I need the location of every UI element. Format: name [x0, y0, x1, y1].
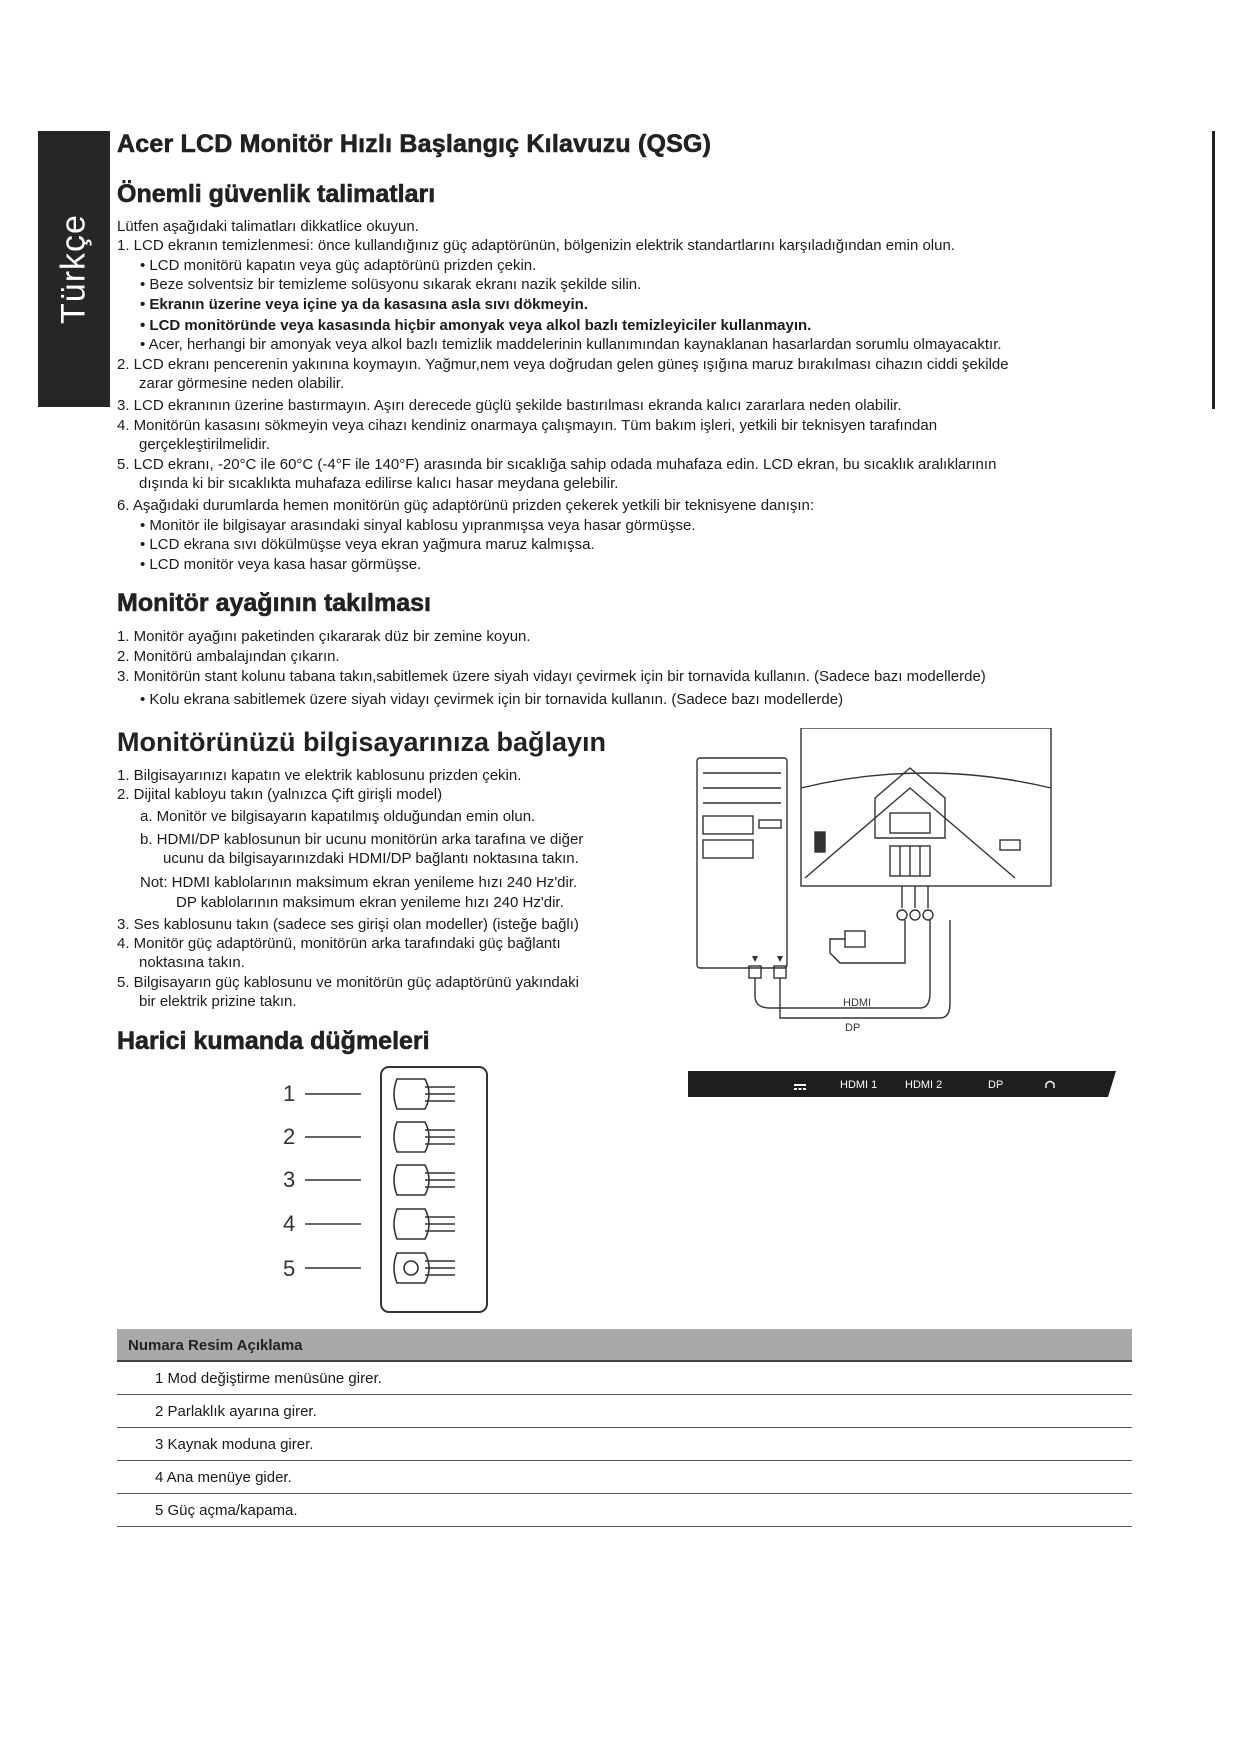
- controls-heading: Harici kumanda düğmeleri: [117, 1027, 430, 1055]
- right-margin-rule: [1212, 131, 1215, 409]
- safety-item-2: 2. LCD ekranı pencerenin yakınına koymayın. Yağmur,nem veya doğrudan gelen güneş ışığına maruz bırakılması cihazın ciddi şekilde: [117, 356, 1009, 373]
- safety-item-1: 1. LCD ekranın temizlenmesi: önce kullandığınız güç adaptörünün, bölgenizin elektrik standartlarını karşıladığından emin olun.: [117, 237, 955, 254]
- language-tab: [38, 131, 110, 407]
- monitor-rear-icon: [801, 728, 1051, 886]
- table-row: 5 Güç açma/kapama.: [117, 1494, 1132, 1527]
- pc-tower-icon: [697, 758, 787, 968]
- stand-heading: Monitör ayağının takılması: [117, 589, 431, 617]
- safety-item-3: 3. LCD ekranının üzerine bastırmayın. Aşırı derecede güçlü şekilde bastırılması ekranda kalıcı zararlara neden olabilir.: [117, 397, 902, 414]
- connect-step-1: 1. Bilgisayarınızı kapatın ve elektrik kablosunu prizden çekin.: [117, 767, 522, 784]
- connect-step-2a: a. Monitör ve bilgisayarın kapatılmış olduğundan emin olun.: [140, 808, 536, 825]
- safety-item-4-cont: gerçekleştirilmelidir.: [139, 436, 270, 453]
- connect-step-5: 5. Bilgisayarın güç kablosunu ve monitörün güç adaptörünü yakındaki: [117, 974, 579, 991]
- connect-step-2b: b. HDMI/DP kablosunun bir ucunu monitörün arka tarafına ve diğer: [140, 831, 584, 848]
- connection-diagram: [695, 728, 1055, 1050]
- safety-item-1-bullet: • Acer, herhangi bir amonyak veya alkol bazlı temizlik maddelerinin kullanımından kaynaklanan hasarlardan sorumlu olmayacaktır.: [140, 336, 1002, 353]
- stand-step-1: 1. Monitör ayağını paketinden çıkararak düz bir zemine koyun.: [117, 628, 531, 645]
- language-tab-label: Türkçe: [54, 214, 93, 324]
- safety-item-5-cont: dışında ki bir sıcaklıkta muhafaza edilirse kalıcı hasar meydana gelebilir.: [139, 475, 619, 492]
- safety-item-1-bullet: • Beze solventsiz bir temizleme solüsyonu sıkarak ekranı nazik şekilde silin.: [140, 276, 642, 293]
- diagram-hdmi-label: HDMI: [843, 997, 872, 1009]
- connect-step-2: 2. Dijital kabloyu takın (yalnızca Çift girişli model): [117, 786, 443, 803]
- safety-intro: Lütfen aşağıdaki talimatları dikkatlice okuyun.: [117, 218, 419, 235]
- control-button-icon: [394, 1079, 455, 1109]
- table-row: 3 Kaynak moduna girer.: [117, 1428, 1132, 1461]
- control-button-icon: [394, 1209, 455, 1239]
- connect-note-cont: DP kablolarının maksimum ekran yenileme hızı 240 Hz'dir.: [176, 894, 564, 911]
- table-row: 2 Parlaklık ayarına girer.: [117, 1395, 1132, 1428]
- safety-item-2-cont: zarar görmesine neden olabilir.: [139, 375, 345, 392]
- table-header: Numara Resim Açıklama: [117, 1329, 1132, 1362]
- controls-table: [117, 1329, 1132, 1527]
- stand-step-3-bullet: • Kolu ekrana sabitlemek üzere siyah vidayı çevirmek için bir tornavida kullanın. (Sadece bazı modellerde): [140, 691, 844, 708]
- osd-dp[interactable]: DP: [988, 1079, 1004, 1091]
- diagram-dp-label: DP: [845, 1022, 861, 1034]
- safety-item-6: 6. Aşağıdaki durumlarda hemen monitörün güç adaptörünü prizden çekerek yetkili bir teknisyene danışın:: [117, 497, 815, 514]
- connect-step-5-cont: bir elektrik prizine takın.: [139, 993, 297, 1010]
- control-buttons-figure: [275, 1065, 495, 1315]
- connect-note: Not: HDMI kablolarının maksimum ekran yenileme hızı 240 Hz'dir.: [140, 874, 578, 891]
- document-title: Acer LCD Monitör Hızlı Başlangıç Kılavuzu (QSG): [117, 130, 712, 158]
- button-number: 2: [283, 1124, 296, 1149]
- safety-item-1-bullet: • LCD monitöründe veya kasasında hiçbir amonyak veya alkol bazlı temizleyiciler kullanmayın.: [140, 317, 812, 334]
- button-number: 5: [283, 1256, 296, 1281]
- control-button-icon: [394, 1165, 455, 1195]
- safety-item-5: 5. LCD ekranı, -20°C ile 60°C (-4°F ile 140°F) arasında bir sıcaklığa sahip odada muhafaza edin. LCD ekran, bu sıcaklık aralıklarının: [117, 456, 997, 473]
- button-number: 4: [283, 1211, 296, 1236]
- safety-item-6-bullet: • LCD ekrana sıvı dökülmüşse veya ekran yağmura maruz kalmışsa.: [140, 536, 595, 553]
- osd-source-bar: [688, 1071, 1116, 1097]
- safety-heading: Önemli güvenlik talimatları: [117, 180, 436, 208]
- stand-step-2: 2. Monitörü ambalajından çıkarın.: [117, 648, 340, 665]
- connect-step-2b-cont: ucunu da bilgisayarınızdaki HDMI/DP bağlantı noktasına takın.: [163, 850, 579, 867]
- button-number: 1: [283, 1081, 296, 1106]
- connect-step-4-cont: noktasına takın.: [139, 954, 245, 971]
- connect-step-3: 3. Ses kablosunu takın (sadece ses girişi olan modeller) (isteğe bağlı): [117, 916, 579, 933]
- power-adapter-icon: [845, 931, 865, 947]
- safety-item-6-bullet: • LCD monitör veya kasa hasar görmüşse.: [140, 556, 422, 573]
- power-button-icon: [394, 1253, 455, 1283]
- connect-heading: Monitörünüzü bilgisayarınıza bağlayın: [117, 727, 607, 757]
- stand-step-3: 3. Monitörün stant kolunu tabana takın,sabitlemek üzere siyah vidayı çevirmek için bir tornavida kullanın. (Sadece bazı modellerde): [117, 668, 986, 685]
- table-row: 4 Ana menüye gider.: [117, 1461, 1132, 1494]
- safety-item-4: 4. Monitörün kasasını sökmeyin veya cihazı kendiniz onarmaya çalışmayın. Tüm bakım işleri, yetkili bir teknisyen tarafından: [117, 417, 938, 434]
- osd-hdmi2[interactable]: HDMI 2: [905, 1079, 943, 1091]
- table-row: 1 Mod değiştirme menüsüne girer.: [117, 1362, 1132, 1395]
- osd-hdmi1[interactable]: HDMI 1: [840, 1079, 878, 1091]
- safety-item-1-bullet: • Ekranın üzerine veya içine ya da kasasına asla sıvı dökmeyin.: [140, 296, 588, 313]
- safety-item-1-bullet: • LCD monitörü kapatın veya güç adaptörünü prizden çekin.: [140, 257, 537, 274]
- control-button-icon: [394, 1122, 455, 1152]
- safety-item-6-bullet: • Monitör ile bilgisayar arasındaki sinyal kablosu yıpranmışsa veya hasar görmüşse.: [140, 517, 696, 534]
- connect-step-4: 4. Monitör güç adaptörünü, monitörün arka tarafındaki güç bağlantı: [117, 935, 561, 952]
- button-number: 3: [283, 1167, 296, 1192]
